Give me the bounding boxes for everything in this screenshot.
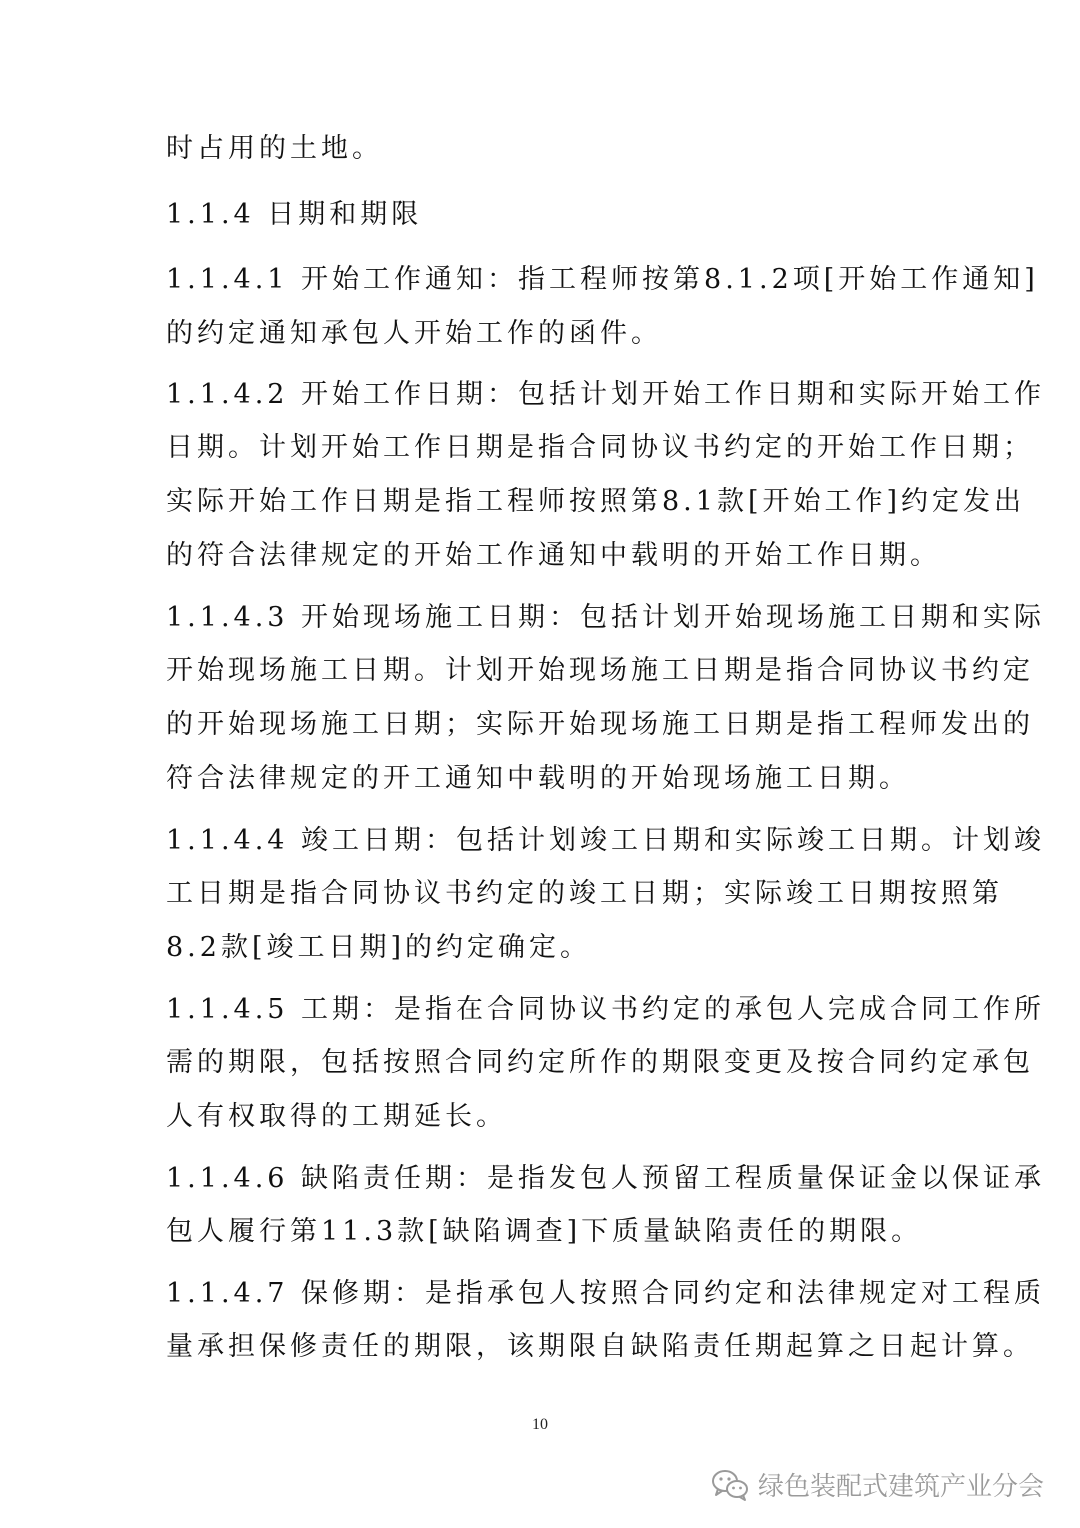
text-line: 实际开始工作日期是指工程师按照第8.1款[开始工作]约定发出: [166, 486, 1026, 517]
text-line: 1.1.4.6 缺陷责任期：是指发包人预留工程质量保证金以保证承: [166, 1163, 1046, 1194]
text-line: 人有权取得的工期延长。: [166, 1101, 507, 1132]
text-line: 1.1.4.7 保修期：是指承包人按照合同约定和法律规定对工程质: [166, 1278, 1046, 1309]
text-line: 需的期限，包括按照合同约定所作的期限变更及按合同约定承包: [166, 1047, 1034, 1078]
text-line: 1.1.4.1 开始工作通知：指工程师按第8.1.2项[开始工作通知]: [166, 264, 1039, 295]
text-line: 时占用的土地。: [166, 133, 383, 164]
text-line: 量承担保修责任的期限，该期限自缺陷责任期起算之日起计算。: [166, 1331, 1034, 1362]
text-line: 包人履行第11.3款[缺陷调查]下质量缺陷责任的期限。: [166, 1216, 923, 1247]
watermark-text: 绿色装配式建筑产业分会: [757, 1472, 1044, 1502]
text-line: 的开始现场施工日期；实际开始现场施工日期是指工程师发出的: [166, 709, 1034, 740]
wechat-icon: [710, 1468, 750, 1502]
section-heading: 1.1.4 日期和期限: [166, 199, 423, 230]
text-line: 开始现场施工日期。计划开始现场施工日期是指合同协议书约定: [166, 655, 1034, 686]
text-line: 符合法律规定的开工通知中载明的开始现场施工日期。: [166, 763, 910, 794]
text-line: 1.1.4.5 工期：是指在合同协议书约定的承包人完成合同工作所: [166, 994, 1046, 1025]
text-line: 8.2款[竣工日期]的约定确定。: [166, 932, 592, 963]
page-number: 10: [532, 1416, 548, 1433]
text-line: 1.1.4.3 开始现场施工日期：包括计划开始现场施工日期和实际: [166, 602, 1046, 633]
watermark: [710, 1466, 1044, 1503]
text-line: 日期。计划开始工作日期是指合同协议书约定的开始工作日期；: [166, 432, 1034, 463]
text-line: 1.1.4.2 开始工作日期：包括计划开始工作日期和实际开始工作: [166, 379, 1046, 410]
text-line: 的符合法律规定的开始工作通知中载明的开始工作日期。: [166, 540, 941, 571]
text-line: 的约定通知承包人开始工作的函件。: [166, 318, 662, 349]
text-line: 工日期是指合同协议书约定的竣工日期；实际竣工日期按照第: [166, 878, 1003, 909]
text-line: 1.1.4.4 竣工日期：包括计划竣工日期和实际竣工日期。计划竣: [166, 825, 1046, 856]
